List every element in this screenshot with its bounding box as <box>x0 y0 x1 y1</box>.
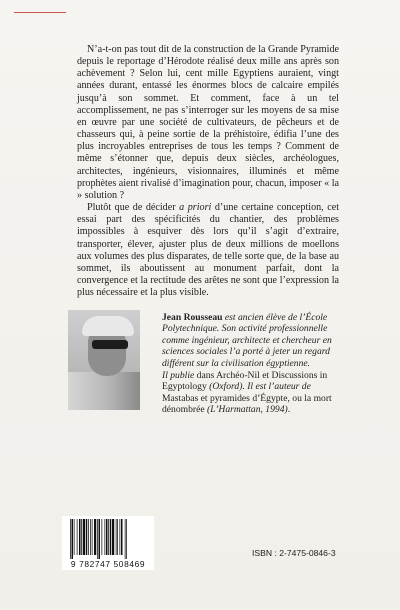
pub-part-5: Il est l’auteur de <box>247 381 311 393</box>
pub-part-4: . <box>242 381 248 393</box>
barcode-bar <box>99 519 101 559</box>
author-publications <box>162 370 346 416</box>
isbn-text: ISBN : 2-7475-0846-3 <box>252 548 336 558</box>
pub-part-6: Mastabas et pyramides d’Égypte, ou la mort dénombrée <box>162 392 332 416</box>
pub-part-7: (L’Harmattan, 1994) <box>207 404 288 416</box>
barcode-bar <box>102 519 103 555</box>
author-intro <box>162 312 346 369</box>
barcode-bar <box>86 519 88 555</box>
barcode-bar <box>106 519 108 555</box>
barcode-bar <box>108 519 109 555</box>
author-bio <box>162 312 346 416</box>
blurb-paragraph-2-start: Plutôt que de décider <box>87 202 180 214</box>
photo-glasses <box>92 340 128 349</box>
barcode-bar <box>83 519 85 555</box>
barcode-bar <box>94 519 96 555</box>
barcode-bar <box>77 519 78 555</box>
barcode-bar <box>121 519 123 555</box>
barcode-bar <box>126 519 127 559</box>
barcode-bar <box>79 519 81 555</box>
barcode-bar <box>70 519 71 559</box>
photo-shirt <box>68 372 140 410</box>
barcode-box <box>62 516 154 570</box>
pub-part-2: dans Archéo-Nil et Discussions in Egyptology <box>162 370 328 393</box>
photo-hair <box>82 316 134 336</box>
blurb-text <box>77 44 339 299</box>
barcode-bar <box>125 519 126 559</box>
pub-part-3: (Oxford) <box>209 381 243 393</box>
barcode-bar <box>116 519 117 555</box>
pub-part-1: Il publie <box>162 370 195 382</box>
barcode-bar <box>105 519 106 555</box>
barcode-bar <box>90 519 91 555</box>
barcode-bar <box>117 519 118 555</box>
barcode-icon <box>70 519 148 559</box>
barcode-bar <box>88 519 89 555</box>
blurb-paragraph-2 <box>77 202 339 299</box>
blurb-paragraph-1: N’a-t-on pas tout dit de la construction de la Grande Pyramide depuis le reportage d’Hérodote réalisé deux mille ans après son achèvement ? Selon lui, cent mille Egyptiens auraient, vingt années durant, entassé les énormes blocs de calcaire empilés jusqu’à son sommet. Et comment, face à un tel accomplissement, ne pas s’interroger sur les moyens de sa mise en œuvre par une société de cultivateurs, de pêcheurs et de chasseurs qui, à peine sortie de la préhistoire, édifia l’une des plus incroyables entreprises de tous les temps ? Comment de même s’étonner que, depuis deux siècles, archéologues, architectes, ingénieurs, visionnaires, illuminés et même prophètes aient rivalisé d’imagination pour, chacun, imposer « la » solution ? <box>77 44 339 201</box>
barcode-number: 9 782747 508469 <box>70 559 146 569</box>
blurb-paragraph-2-italic: a priori <box>179 202 212 214</box>
barcode-bar <box>74 519 75 555</box>
blurb-paragraph-2-end: d’une certaine conception, cet essai part des spécificités du chantier, des problèmes impossibles à esquiver dès lors qu’il s’agit d’extraire, transporter, élever, ajuster plus de deux millions de moellons aux volumes des plus disparates, de telle sorte que, de la base au sommet, ils aboutissent au monument parfait, dont la convergence et la rectitude des arêtes ne sont que l’expression la plus nécessaire et la plus visible. <box>77 202 340 299</box>
barcode-bar <box>110 519 112 555</box>
barcode-bar <box>81 519 82 555</box>
barcode-bar <box>112 519 114 555</box>
barcode-bar <box>97 519 98 559</box>
barcode-bar <box>92 519 93 555</box>
author-photo <box>68 310 140 410</box>
top-red-rule <box>14 12 66 13</box>
author-bio-text: est ancien élève de l’École Polytechnique. Son activité professionnelle comme ingénieur, architecte et chercheur en sciences sociales l’a porté à jeter un regard différent sur la civilisation égyptienne. <box>162 312 332 369</box>
barcode-bar <box>72 519 74 559</box>
pub-part-8: . <box>287 404 291 416</box>
author-name: Jean Rousseau <box>162 312 223 323</box>
barcode-bar <box>120 519 121 555</box>
